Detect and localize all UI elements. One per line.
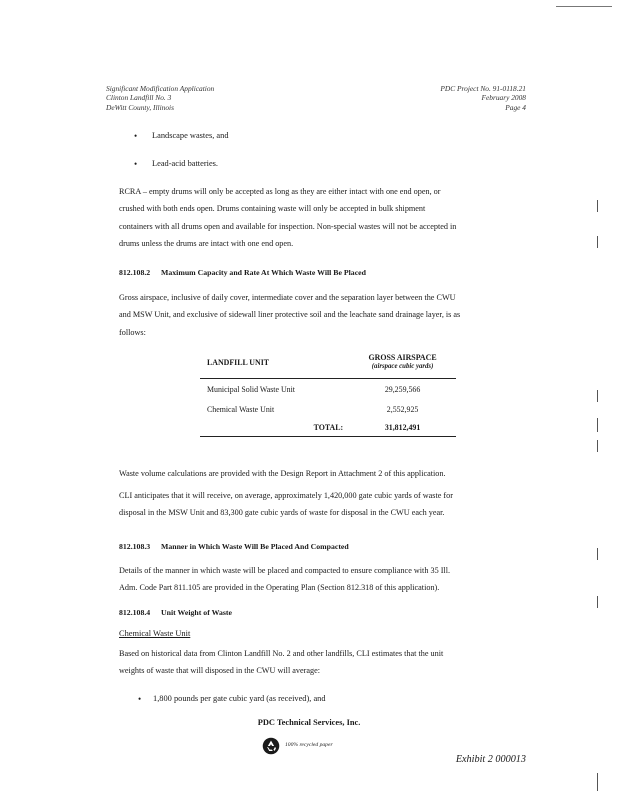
total-value-cell: 31,812,491 xyxy=(349,419,456,437)
recycle-icon xyxy=(262,737,280,755)
text-line: Waste volume calculations are provided with the Design Report in Attachment 2 of this application. xyxy=(119,469,446,478)
header-page-number: Page 4 xyxy=(505,102,526,112)
compaction-paragraph xyxy=(119,562,525,597)
text-line: and MSW Unit, and exclusive of sidewall liner protective soil and the leachate sand drainage layer, is as xyxy=(119,310,461,320)
section-heading-capacity xyxy=(119,268,366,277)
section-title: Manner in Which Waste Will Be Placed And Compacted xyxy=(161,542,349,551)
margin-mark xyxy=(597,390,598,402)
header-application-title: Significant Modification Application xyxy=(106,84,215,93)
section-heading-unit-weight xyxy=(119,608,232,617)
text-line: crushed with both ends open. Drums containing waste will only be accepted in bulk shipment xyxy=(119,204,426,214)
text-line: RCRA – empty drums will only be accepted as long as they are either intact with one end open, or xyxy=(119,187,441,196)
margin-mark xyxy=(597,548,598,560)
header-county: DeWitt County, Illinois xyxy=(106,102,174,112)
list-item-text: Lead-acid batteries. xyxy=(152,159,219,168)
margin-mark xyxy=(597,773,598,791)
section-title: Unit Weight of Waste xyxy=(161,608,232,617)
section-number: 812.108.2 xyxy=(119,268,151,277)
bullet-marker: • xyxy=(138,694,142,704)
text-line: disposal in the MSW Unit and 83,300 gate cubic yards of waste for disposal in the CWU each year. xyxy=(119,508,445,518)
margin-mark xyxy=(597,440,598,452)
table-row xyxy=(200,379,456,400)
bullet-marker: • xyxy=(134,131,138,141)
text-line: weights of waste that will disposed in the CWU will average: xyxy=(119,666,321,676)
recycled-paper-note: 100% recycled paper xyxy=(285,742,333,748)
text-line: CLI anticipates that it will receive, on average, approximately 1,420,000 gate cubic yards of waste for xyxy=(119,491,453,500)
airspace-value-cell: 2,552,925 xyxy=(386,404,419,414)
unit-name-cell: Chemical Waste Unit xyxy=(207,404,275,414)
airspace-table xyxy=(200,346,456,437)
text-line: drums unless the drums are intact with one end open. xyxy=(119,238,294,248)
section-number: 812.108.3 xyxy=(119,542,151,551)
list-item-text: 1,800 pounds per gate cubic yard (as received), and xyxy=(153,694,326,703)
text-line: Gross airspace, inclusive of daily cover, intermediate cover and the separation layer between the CWU xyxy=(119,293,456,302)
table-row xyxy=(200,399,456,419)
scan-edge-rule xyxy=(556,6,612,7)
section-number: 812.108.4 xyxy=(119,608,151,617)
header-project-number: PDC Project No. 91-0118.21 xyxy=(440,84,526,93)
airspace-value-cell: 29,259,566 xyxy=(384,384,421,394)
section-title: Maximum Capacity and Rate At Which Waste Will Be Placed xyxy=(161,268,366,277)
margin-mark xyxy=(597,418,598,432)
table-total-row xyxy=(200,419,456,437)
margin-mark xyxy=(597,596,598,608)
total-label-cell: TOTAL: xyxy=(200,419,349,437)
unit-name-cell: Municipal Solid Waste Unit xyxy=(207,384,295,394)
text-line: follows: xyxy=(119,327,146,337)
list-item-text: Landscape wastes, and xyxy=(152,131,229,140)
header-right xyxy=(440,84,526,112)
text-line: containers with all drums open and available for inspection. Non-special wastes will not be accepted in xyxy=(119,221,457,231)
subheading-chemical-waste-unit: Chemical Waste Unit xyxy=(119,629,191,638)
cli-anticipates-paragraph xyxy=(119,487,525,522)
gross-airspace-units: (airspace cubic yards) xyxy=(371,363,434,370)
rcra-paragraph xyxy=(119,183,525,252)
header-date: February 2008 xyxy=(481,93,526,103)
gross-airspace-title: GROSS AIRSPACE xyxy=(368,353,437,362)
exhibit-stamp: Exhibit 2 000013 xyxy=(455,754,526,765)
bullet-marker: • xyxy=(134,159,138,169)
header-landfill-name: Clinton Landfill No. 3 xyxy=(106,93,172,103)
footer-company-name: PDC Technical Services, Inc. xyxy=(257,718,361,727)
table-header-row xyxy=(200,346,456,379)
text-line: Adm. Code Part 811.105 are provided in the Operating Plan (Section 812.318 of this application). xyxy=(119,583,440,593)
volume-calculations-paragraph xyxy=(119,465,525,482)
margin-mark xyxy=(597,200,598,212)
airspace-paragraph xyxy=(119,289,525,341)
text-line: Based on historical data from Clinton Landfill No. 2 and other landfills, CLI estimates that the unit xyxy=(119,649,444,658)
section-heading-manner xyxy=(119,542,349,551)
column-header-gross-airspace xyxy=(349,346,456,379)
text-line: Details of the manner in which waste will be placed and compacted to ensure compliance with 35 Ill. xyxy=(119,566,451,575)
margin-mark xyxy=(597,236,598,248)
column-header-landfill-unit: LANDFILL UNIT xyxy=(200,346,349,379)
unit-weight-paragraph xyxy=(119,645,525,680)
header-left xyxy=(106,84,214,112)
